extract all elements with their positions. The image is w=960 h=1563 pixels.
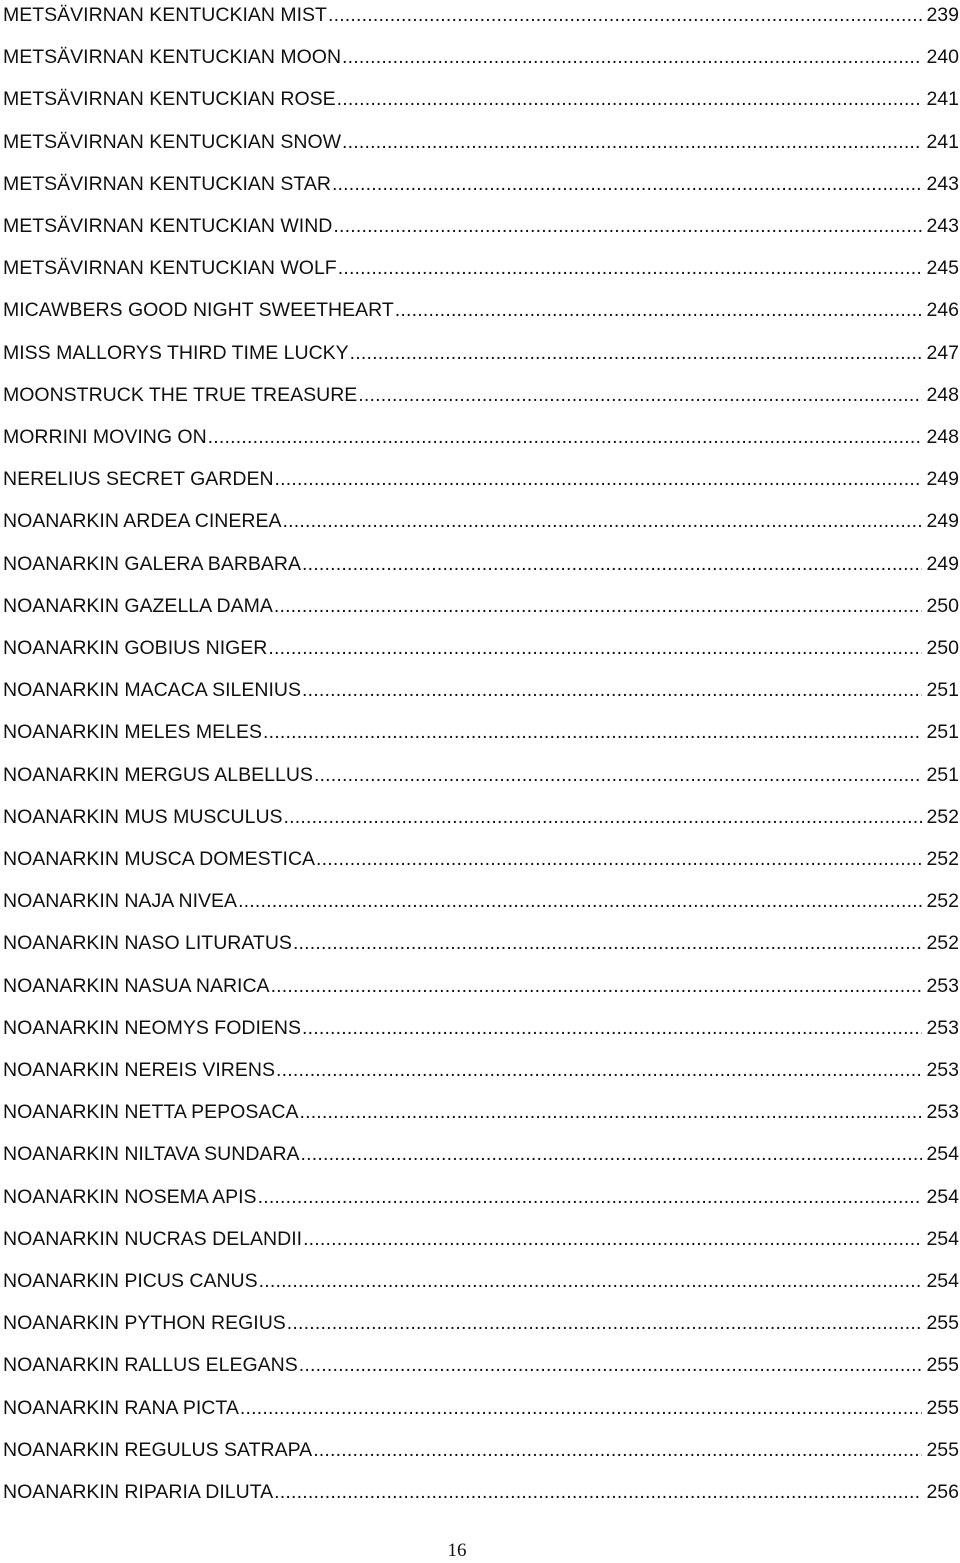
toc-entry-title: NOANARKIN MUSCA DOMESTICA	[3, 848, 316, 870]
toc-entry-title: METSÄVIRNAN KENTUCKIAN SNOW	[3, 130, 342, 153]
toc-entry[interactable]	[3, 211, 959, 241]
toc-entry[interactable]	[3, 42, 959, 72]
dot-leader	[316, 844, 922, 874]
toc-entry[interactable]	[3, 971, 959, 1001]
toc-entry-page: 248	[926, 426, 959, 448]
toc-entry-page: 255	[926, 1354, 959, 1377]
toc-entry[interactable]	[3, 1097, 959, 1127]
toc-entry-page: 248	[926, 383, 959, 406]
dot-leader	[358, 380, 922, 410]
toc-entry-page: 243	[926, 215, 959, 237]
toc-entry-title: NOANARKIN MERGUS ALBELLUS	[3, 763, 313, 786]
toc-entry-page: 239	[926, 4, 959, 26]
toc-entry-page: 254	[926, 1227, 959, 1250]
toc-entry[interactable]	[3, 380, 959, 410]
toc-entry-page: 255	[926, 1438, 959, 1461]
toc-entry-title: NOANARKIN MELES MELES	[3, 721, 262, 744]
dot-leader	[395, 295, 923, 325]
dot-leader	[282, 506, 922, 536]
toc-entry-title: NOANARKIN REGULUS SATRAPA	[3, 1438, 313, 1461]
toc-entry-page: 240	[926, 46, 959, 69]
toc-entry[interactable]	[3, 1350, 959, 1380]
dot-leader	[293, 928, 923, 958]
toc-entry-title: MORRINI MOVING ON	[3, 426, 207, 448]
dot-leader	[342, 42, 922, 72]
dot-leader	[328, 0, 923, 30]
dot-leader	[301, 1139, 923, 1169]
dot-leader	[259, 1266, 923, 1296]
toc-entry-title: NOANARKIN NEOMYS FODIENS	[3, 1016, 301, 1039]
dot-leader	[287, 1308, 923, 1338]
toc-entry-page: 253	[926, 1059, 959, 1081]
toc-entry[interactable]	[3, 802, 959, 832]
toc-entry-page: 251	[926, 721, 959, 744]
toc-entry-title: NOANARKIN NAJA NIVEA	[3, 890, 238, 913]
dot-leader	[276, 1055, 922, 1085]
dot-leader	[302, 1013, 922, 1043]
toc-entry[interactable]	[3, 1308, 959, 1338]
dot-leader	[271, 971, 923, 1001]
toc-entry-title: NOANARKIN RIPARIA DILUTA	[3, 1481, 274, 1503]
dot-leader	[302, 675, 922, 705]
toc-entry[interactable]	[3, 338, 959, 368]
toc-entry-title: MICAWBERS GOOD NIGHT SWEETHEART	[3, 299, 394, 322]
dot-leader	[299, 1097, 922, 1127]
toc-entry[interactable]	[3, 422, 959, 452]
toc-entry[interactable]	[3, 717, 959, 747]
toc-entry[interactable]	[3, 1182, 959, 1212]
dot-leader	[263, 717, 922, 747]
toc-entry-title: NOANARKIN RALLUS ELEGANS	[3, 1354, 298, 1377]
toc-entry[interactable]	[3, 253, 959, 283]
toc-entry-page: 254	[926, 1185, 959, 1208]
toc-entry-page: 254	[926, 1143, 959, 1166]
toc-entry-title: NOANARKIN NETTA PEPOSACA	[3, 1101, 299, 1124]
toc-entry-page: 241	[926, 88, 959, 111]
toc-entry-title: METSÄVIRNAN KENTUCKIAN MIST	[3, 4, 327, 26]
toc-entry-title: NOANARKIN GOBIUS NIGER	[3, 637, 268, 659]
toc-entry[interactable]	[3, 549, 959, 579]
toc-entry-title: NOANARKIN GALERA BARBARA	[3, 552, 302, 575]
toc-entry-title: NOANARKIN GAZELLA DAMA	[3, 594, 273, 617]
toc-entry[interactable]	[3, 760, 959, 790]
toc-entry-title: NOANARKIN RANA PICTA	[3, 1396, 239, 1419]
dot-leader	[240, 1393, 923, 1423]
toc-entry-page: 251	[926, 763, 959, 786]
toc-entry-title: METSÄVIRNAN KENTUCKIAN STAR	[3, 172, 331, 195]
dot-leader	[337, 84, 923, 114]
toc-entry-page: 250	[926, 594, 959, 617]
toc-entry-title: METSÄVIRNAN KENTUCKIAN MOON	[3, 46, 342, 69]
toc-entry-page: 249	[926, 468, 959, 491]
dot-leader	[333, 211, 922, 241]
toc-entry-title: MISS MALLORYS THIRD TIME LUCKY	[3, 341, 349, 364]
toc-entry-page: 252	[926, 848, 959, 870]
toc-entry-page: 243	[926, 172, 959, 195]
dot-leader	[238, 886, 922, 916]
dot-leader	[338, 253, 923, 283]
toc-entry[interactable]	[3, 127, 959, 157]
toc-entry-page: 256	[926, 1481, 959, 1503]
toc-entry[interactable]	[3, 928, 959, 958]
toc-entry-page: 255	[926, 1312, 959, 1335]
toc-entry-title: NOANARKIN NILTAVA SUNDARA	[3, 1143, 300, 1166]
dot-leader	[303, 1224, 922, 1254]
toc-entry[interactable]	[3, 633, 959, 663]
toc-entry[interactable]	[3, 169, 959, 199]
toc-entry-page: 250	[926, 637, 959, 659]
toc-entry[interactable]	[3, 84, 959, 114]
toc-entry[interactable]	[3, 1266, 959, 1296]
toc-entry-page: 251	[926, 679, 959, 702]
toc-entry-title: NOANARKIN PICUS CANUS	[3, 1270, 258, 1292]
toc-entry-title: METSÄVIRNAN KENTUCKIAN WIND	[3, 215, 333, 237]
toc-entry[interactable]	[3, 1393, 959, 1423]
toc-entry-title: MOONSTRUCK THE TRUE TREASURE	[3, 383, 358, 406]
dot-leader	[302, 549, 922, 579]
dot-leader	[274, 591, 923, 621]
dot-leader	[275, 464, 923, 494]
dot-leader	[342, 127, 922, 157]
toc-entry-page: 245	[926, 257, 959, 280]
toc-entry-title: NOANARKIN PYTHON REGIUS	[3, 1312, 286, 1335]
toc-entry-page: 252	[926, 805, 959, 828]
dot-leader	[284, 802, 923, 832]
toc-entry[interactable]	[3, 0, 959, 30]
toc-entry[interactable]	[3, 1013, 959, 1043]
toc-entry-title: NOANARKIN NASO LITURATUS	[3, 932, 292, 955]
dot-leader	[313, 1435, 922, 1465]
dot-leader	[258, 1182, 923, 1212]
toc-entry[interactable]	[3, 506, 959, 536]
toc-entry-page: 253	[926, 974, 959, 997]
toc-entry-page: 252	[926, 932, 959, 955]
toc-entry-title: NOANARKIN NEREIS VIRENS	[3, 1059, 275, 1081]
toc-entry[interactable]	[3, 591, 959, 621]
dot-leader	[274, 1477, 922, 1507]
toc-entry[interactable]	[3, 844, 959, 874]
dot-leader	[314, 760, 923, 790]
toc-entry[interactable]	[3, 1139, 959, 1169]
dot-leader	[208, 422, 923, 452]
toc-entry-page: 253	[926, 1101, 959, 1124]
toc-entry[interactable]	[3, 675, 959, 705]
toc-entry-page: 249	[926, 552, 959, 575]
toc-entry[interactable]	[3, 1435, 959, 1465]
toc-entry-title: NOANARKIN NUCRAS DELANDII	[3, 1227, 303, 1250]
toc-entry[interactable]	[3, 1224, 959, 1254]
toc-entry-title: NOANARKIN MACACA SILENIUS	[3, 679, 301, 702]
dot-leader	[350, 338, 923, 368]
toc-entry-page: 255	[926, 1396, 959, 1419]
toc-entry-title: NOANARKIN MUS MUSCULUS	[3, 805, 283, 828]
toc-entry[interactable]	[3, 886, 959, 916]
toc-entry-page: 254	[926, 1270, 959, 1292]
toc-entry[interactable]	[3, 1055, 959, 1085]
dot-leader	[299, 1350, 923, 1380]
toc-entry-page: 241	[926, 130, 959, 153]
dot-leader	[332, 169, 923, 199]
toc-entry-title: METSÄVIRNAN KENTUCKIAN WOLF	[3, 257, 337, 280]
toc-entry-title: NERELIUS SECRET GARDEN	[3, 468, 274, 491]
toc-entry-title: NOANARKIN NASUA NARICA	[3, 974, 270, 997]
toc-entry-title: NOANARKIN ARDEA CINEREA	[3, 510, 282, 533]
toc-entry[interactable]	[3, 1477, 959, 1507]
toc-entry-page: 249	[926, 510, 959, 533]
toc-entry-page: 246	[926, 299, 959, 322]
page-number: 16	[447, 1540, 467, 1561]
toc-entry-page: 252	[926, 890, 959, 913]
toc-entry-title: METSÄVIRNAN KENTUCKIAN ROSE	[3, 88, 336, 111]
toc-entry[interactable]	[3, 464, 959, 494]
toc-entry[interactable]	[3, 295, 959, 325]
toc-entry-page: 253	[926, 1016, 959, 1039]
dot-leader	[268, 633, 922, 663]
toc-entry-page: 247	[926, 341, 959, 364]
toc-entry-title: NOANARKIN NOSEMA APIS	[3, 1185, 257, 1208]
